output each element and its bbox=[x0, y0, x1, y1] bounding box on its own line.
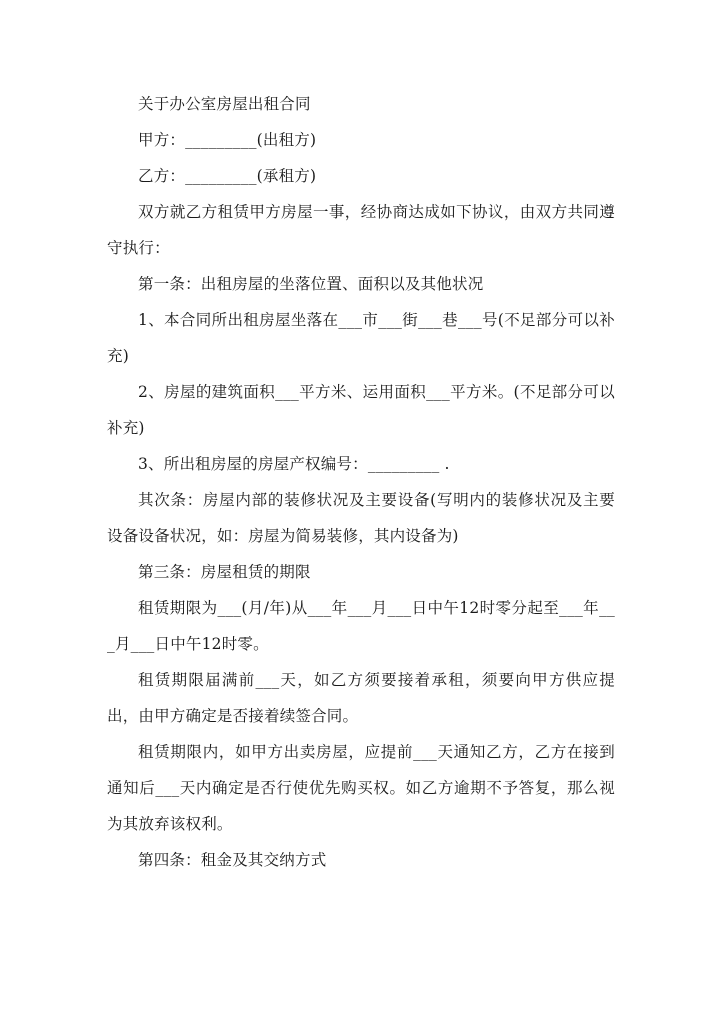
article-4-heading: 第四条：租金及其交纳方式 bbox=[138, 851, 327, 869]
party-b-line: 乙方：_________(承租方) bbox=[138, 167, 317, 185]
purchase-right-paragraph: 租赁期限内，如甲方出卖房屋，应提前___天通知乙方，乙方在接到通知后___天内确定是否行使优先购买权。如乙方逾期不予答复，那么视为其放弃该权利。 bbox=[107, 743, 615, 833]
document-title: 关于办公室房屋出租合同 bbox=[138, 95, 311, 113]
article-2-paragraph: 其次条：房屋内部的装修状况及主要设备(写明内的装修状况及主要设备设备状况，如：房屋为简易装修，其内设备为) bbox=[107, 491, 615, 545]
document-body bbox=[107, 86, 615, 878]
article-1-heading: 第一条：出租房屋的坐落位置、面积以及其他状况 bbox=[138, 275, 484, 293]
party-a-line: 甲方：_________(出租方) bbox=[138, 131, 317, 149]
article-3-heading: 第三条：房屋租赁的期限 bbox=[138, 563, 311, 581]
renewal-paragraph: 租赁期限届满前___天，如乙方须要接着承租，须要向甲方供应提出，由甲方确定是否接着续签合同。 bbox=[107, 671, 615, 725]
lease-term-paragraph: 租赁期限为___(月/年)从___年___月___日中午12时零分起至___年___月___日中午12时零。 bbox=[107, 599, 615, 653]
preamble-paragraph: 双方就乙方租赁甲方房屋一事，经协商达成如下协议，由双方共同遵守执行： bbox=[107, 203, 615, 257]
article-1-clause-2: 2、房屋的建筑面积___平方米、运用面积___平方米。(不足部分可以补充) bbox=[107, 383, 615, 437]
article-1-clause-1: 1、本合同所出租房屋坐落在___市___街___巷___号(不足部分可以补充) bbox=[107, 311, 615, 365]
article-1-clause-3: 3、所出租房屋的房屋产权编号：_________ . bbox=[138, 455, 450, 473]
